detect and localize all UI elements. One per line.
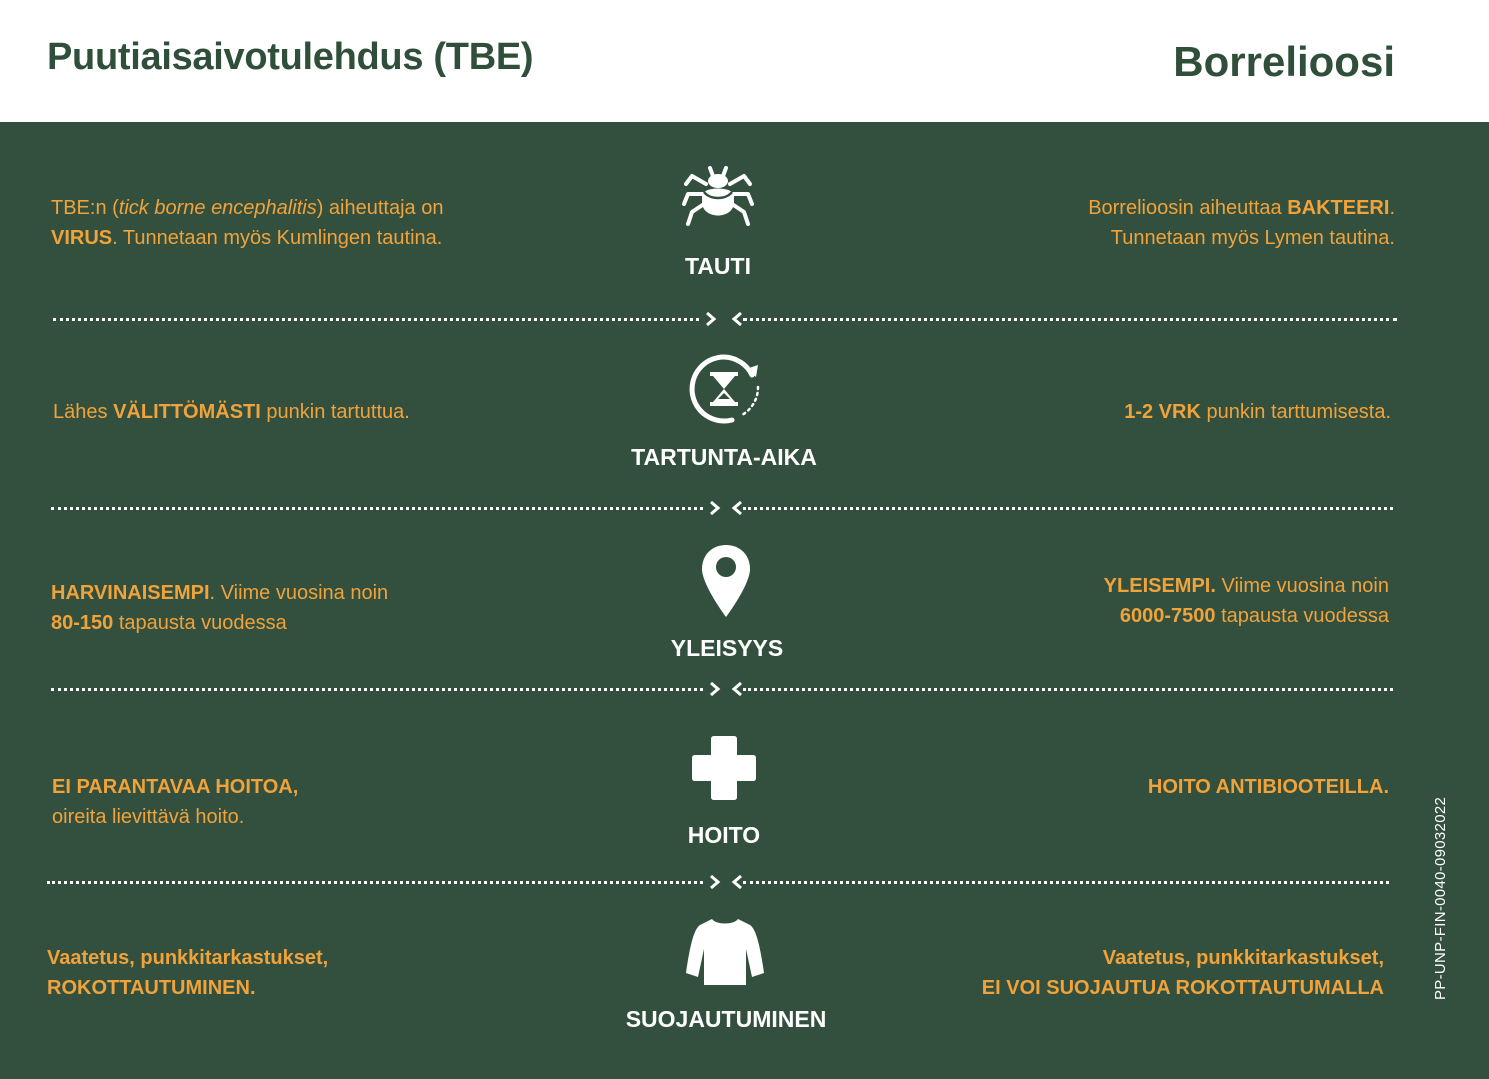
tick-icon (680, 162, 756, 232)
document-code: PP-UNP-FIN-0040-09032022 (1432, 796, 1449, 1000)
tbe-prevalence-text: HARVINAISEMPI. Viime vuosina noin 80-150 tapausta vuodessa (51, 582, 389, 634)
chevron-right-icon (707, 680, 725, 698)
row-separator (47, 877, 1389, 887)
hourglass-timer-icon (686, 353, 762, 425)
row-label-yleisyys: YLEISYYS (670, 635, 784, 661)
tbe-infection-time-text: Lähes VÄLITTÖMÄSTI punkin tartuttua. (53, 401, 410, 423)
row-separator (53, 314, 1397, 324)
comparison-panel (0, 122, 1489, 1079)
borrelioosi-treatment-text: HOITO ANTIBIOOTEILLA. (1147, 776, 1389, 798)
borrelioosi-disease-text: Borrelioosin aiheuttaa BAKTEERI. Tunnetaan myös Lymen tautina. (1088, 197, 1395, 249)
chevron-right-icon (707, 873, 725, 891)
borrelioosi-protection-text: Vaatetus, punkkitarkastukset, EI VOI SUOJAUTUA ROKOTTAUTUMALLA (981, 947, 1384, 999)
tbe-disease-text: TBE:n (tick borne encephalitis) aiheuttaja on VIRUS. Tunnetaan myös Kumlingen tautina. (51, 197, 444, 249)
borrelioosi-infection-time-text: 1-2 VRK punkin tarttumisesta. (1124, 401, 1391, 423)
right-title: Borrelioosi (1173, 38, 1395, 85)
tbe-protection-text: Vaatetus, punkkitarkastukset, ROKOTTAUTUMINEN. (47, 947, 329, 999)
left-title: Puutiaisaivotulehdus (TBE) (47, 36, 534, 78)
row-label-hoito: HOITO (687, 822, 761, 848)
row-separator (51, 684, 1393, 694)
chevron-right-icon (703, 310, 721, 328)
shirt-icon (684, 915, 766, 987)
medical-cross-icon (689, 733, 759, 803)
location-pin-icon (700, 543, 752, 619)
row-label-tartunta-aika: TARTUNTA-AIKA (631, 444, 817, 470)
row-label-tauti: TAUTI (684, 253, 751, 279)
row-label-suojautuminen: SUOJAUTUMINEN (625, 1006, 827, 1032)
tbe-treatment-text: EI PARANTAVAA HOITOA, oireita lievittävä hoito. (52, 776, 299, 828)
chevron-right-icon (707, 499, 725, 517)
row-separator (51, 503, 1393, 513)
borrelioosi-prevalence-text: YLEISEMPI. Viime vuosina noin 6000-7500 tapausta vuodessa (1103, 575, 1389, 627)
